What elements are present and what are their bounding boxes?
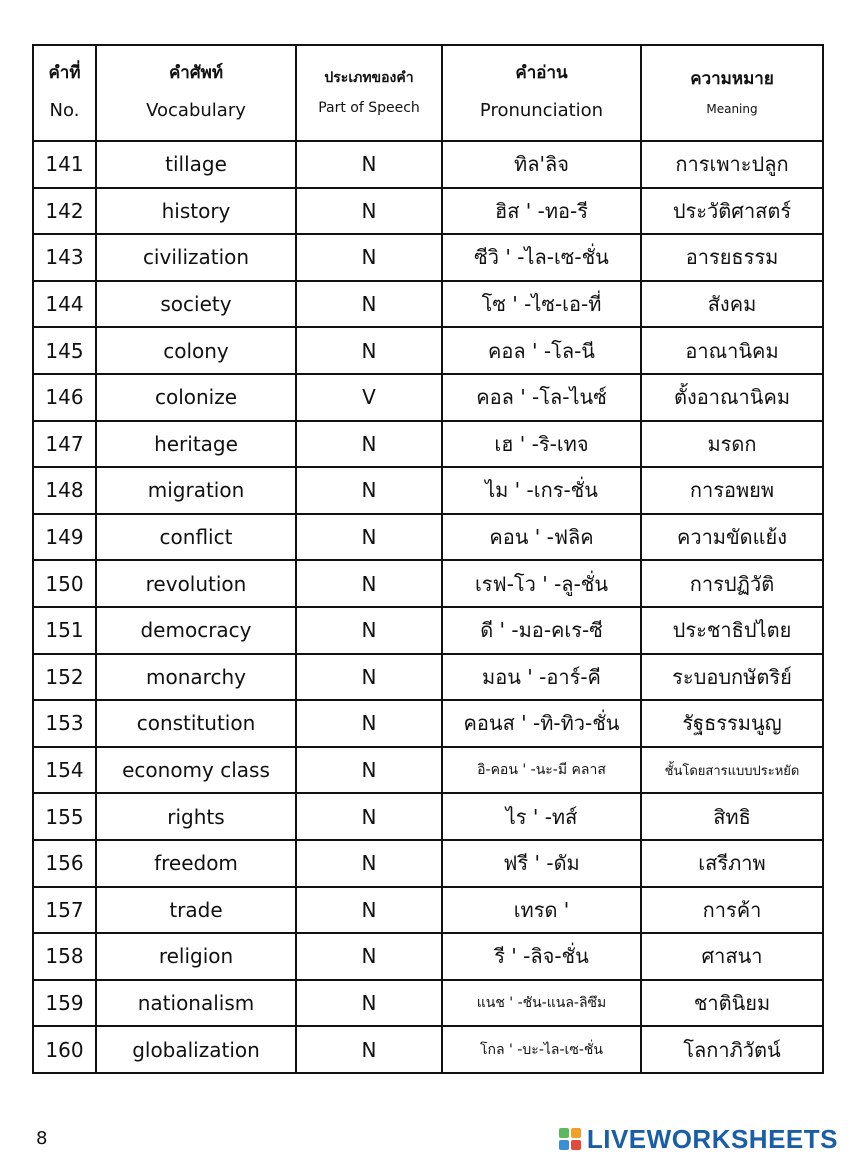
word-part-of-speech: N bbox=[296, 188, 442, 235]
word-number: 158 bbox=[33, 933, 96, 980]
icon-square-orange bbox=[571, 1128, 581, 1138]
icon-square-green bbox=[559, 1128, 569, 1138]
table-row bbox=[33, 840, 823, 887]
word-vocabulary: trade bbox=[96, 887, 296, 934]
word-vocabulary: civilization bbox=[96, 234, 296, 281]
word-pronunciation: คอล ' -โล-ไนซ์ bbox=[442, 374, 641, 421]
table-row bbox=[33, 1026, 823, 1073]
word-pronunciation: เรฟ-โว ' -ลู-ชั่น bbox=[442, 560, 641, 607]
word-meaning: ชาตินิยม bbox=[641, 980, 823, 1027]
table-row bbox=[33, 933, 823, 980]
word-part-of-speech: N bbox=[296, 607, 442, 654]
word-part-of-speech: N bbox=[296, 747, 442, 794]
word-pronunciation: คอน ' -ฟลิค bbox=[442, 514, 641, 561]
word-part-of-speech: N bbox=[296, 514, 442, 561]
word-pronunciation: ไม ' -เกร-ชั่น bbox=[442, 467, 641, 514]
word-part-of-speech: N bbox=[296, 793, 442, 840]
word-vocabulary: colony bbox=[96, 327, 296, 374]
word-pronunciation: โซ ' -ไซ-เอ-ที่ bbox=[442, 281, 641, 328]
word-vocabulary: conflict bbox=[96, 514, 296, 561]
page-number: 8 bbox=[36, 1128, 48, 1149]
liveworksheets-icon bbox=[559, 1128, 581, 1150]
word-pronunciation: โกล ' -บะ-ไล-เซ-ชั่น bbox=[442, 1026, 641, 1073]
word-pronunciation: คอล ' -โล-นี bbox=[442, 327, 641, 374]
word-vocabulary: society bbox=[96, 281, 296, 328]
header-meaning: ความหมาย Meaning bbox=[641, 45, 823, 141]
word-number: 149 bbox=[33, 514, 96, 561]
table-row bbox=[33, 887, 823, 934]
word-number: 156 bbox=[33, 840, 96, 887]
word-number: 142 bbox=[33, 188, 96, 235]
table-row bbox=[33, 980, 823, 1027]
word-vocabulary: tillage bbox=[96, 141, 296, 188]
header-vocabulary: คำศัพท์ Vocabulary bbox=[96, 45, 296, 141]
word-part-of-speech: N bbox=[296, 1026, 442, 1073]
word-number: 144 bbox=[33, 281, 96, 328]
word-meaning: ระบอบกษัตริย์ bbox=[641, 654, 823, 701]
table-row bbox=[33, 654, 823, 701]
word-number: 157 bbox=[33, 887, 96, 934]
table-row bbox=[33, 421, 823, 468]
word-meaning: สิทธิ bbox=[641, 793, 823, 840]
word-number: 145 bbox=[33, 327, 96, 374]
word-part-of-speech: V bbox=[296, 374, 442, 421]
table-row bbox=[33, 467, 823, 514]
word-part-of-speech: N bbox=[296, 887, 442, 934]
header-part-of-speech: ประเภทของคำ Part of Speech bbox=[296, 45, 442, 141]
word-pronunciation: ทิล'ลิจ bbox=[442, 141, 641, 188]
liveworksheets-logo bbox=[559, 1124, 838, 1154]
table-row bbox=[33, 607, 823, 654]
word-vocabulary: revolution bbox=[96, 560, 296, 607]
table-row bbox=[33, 793, 823, 840]
table-row bbox=[33, 374, 823, 421]
word-part-of-speech: N bbox=[296, 700, 442, 747]
brand-name: LIVEWORKSHEETS bbox=[586, 1123, 838, 1154]
word-pronunciation: ซีวิ ' -ไล-เซ-ชั่น bbox=[442, 234, 641, 281]
word-part-of-speech: N bbox=[296, 654, 442, 701]
word-pronunciation: ดี ' -มอ-คเร-ซี bbox=[442, 607, 641, 654]
word-pronunciation: รี ' -ลิจ-ชั่น bbox=[442, 933, 641, 980]
word-meaning: รัฐธรรมนูญ bbox=[641, 700, 823, 747]
header-pronunciation: คำอ่าน Pronunciation bbox=[442, 45, 641, 141]
table-header-row bbox=[33, 45, 823, 141]
table-row bbox=[33, 234, 823, 281]
word-meaning: โลกาภิวัตน์ bbox=[641, 1026, 823, 1073]
word-pronunciation: ไร ' -ทส์ bbox=[442, 793, 641, 840]
table-row bbox=[33, 281, 823, 328]
table-row bbox=[33, 514, 823, 561]
word-meaning: การเพาะปลูก bbox=[641, 141, 823, 188]
word-vocabulary: nationalism bbox=[96, 980, 296, 1027]
table-row bbox=[33, 141, 823, 188]
table-row bbox=[33, 747, 823, 794]
word-vocabulary: economy class bbox=[96, 747, 296, 794]
word-vocabulary: monarchy bbox=[96, 654, 296, 701]
word-number: 159 bbox=[33, 980, 96, 1027]
word-meaning: สังคม bbox=[641, 281, 823, 328]
word-number: 155 bbox=[33, 793, 96, 840]
word-meaning: ชั้นโดยสารแบบประหยัด bbox=[641, 747, 823, 794]
table-body bbox=[33, 141, 823, 1073]
vocabulary-table bbox=[32, 44, 824, 1074]
word-meaning: ประชาธิปไตย bbox=[641, 607, 823, 654]
word-pronunciation: คอนส ' -ทิ-ทิว-ชั่น bbox=[442, 700, 641, 747]
word-meaning: การค้า bbox=[641, 887, 823, 934]
word-part-of-speech: N bbox=[296, 421, 442, 468]
word-number: 147 bbox=[33, 421, 96, 468]
table-row bbox=[33, 560, 823, 607]
word-pronunciation: เฮ ' -ริ-เทจ bbox=[442, 421, 641, 468]
word-vocabulary: history bbox=[96, 188, 296, 235]
word-part-of-speech: N bbox=[296, 980, 442, 1027]
word-number: 143 bbox=[33, 234, 96, 281]
word-vocabulary: freedom bbox=[96, 840, 296, 887]
word-vocabulary: heritage bbox=[96, 421, 296, 468]
word-number: 152 bbox=[33, 654, 96, 701]
word-part-of-speech: N bbox=[296, 281, 442, 328]
word-meaning: การอพยพ bbox=[641, 467, 823, 514]
word-number: 146 bbox=[33, 374, 96, 421]
word-vocabulary: constitution bbox=[96, 700, 296, 747]
word-number: 154 bbox=[33, 747, 96, 794]
word-meaning: เสรีภาพ bbox=[641, 840, 823, 887]
word-part-of-speech: N bbox=[296, 327, 442, 374]
word-pronunciation: มอน ' -อาร์-คี bbox=[442, 654, 641, 701]
word-vocabulary: colonize bbox=[96, 374, 296, 421]
word-number: 148 bbox=[33, 467, 96, 514]
word-meaning: ตั้งอาณานิคม bbox=[641, 374, 823, 421]
icon-square-blue bbox=[559, 1140, 569, 1150]
word-meaning: ความขัดแย้ง bbox=[641, 514, 823, 561]
word-number: 151 bbox=[33, 607, 96, 654]
word-part-of-speech: N bbox=[296, 467, 442, 514]
word-pronunciation: ฟรี ' -ดัม bbox=[442, 840, 641, 887]
header-no: คำที่ No. bbox=[33, 45, 96, 141]
word-part-of-speech: N bbox=[296, 234, 442, 281]
word-vocabulary: rights bbox=[96, 793, 296, 840]
word-vocabulary: globalization bbox=[96, 1026, 296, 1073]
word-pronunciation: ฮิส ' -ทอ-รี bbox=[442, 188, 641, 235]
icon-square-red bbox=[571, 1140, 581, 1150]
word-meaning: การปฏิวัติ bbox=[641, 560, 823, 607]
word-number: 150 bbox=[33, 560, 96, 607]
word-number: 153 bbox=[33, 700, 96, 747]
table-row bbox=[33, 188, 823, 235]
word-meaning: ประวัติศาสตร์ bbox=[641, 188, 823, 235]
word-part-of-speech: N bbox=[296, 840, 442, 887]
word-meaning: มรดก bbox=[641, 421, 823, 468]
word-number: 141 bbox=[33, 141, 96, 188]
word-pronunciation: เทรด ' bbox=[442, 887, 641, 934]
word-vocabulary: democracy bbox=[96, 607, 296, 654]
word-part-of-speech: N bbox=[296, 141, 442, 188]
word-number: 160 bbox=[33, 1026, 96, 1073]
word-part-of-speech: N bbox=[296, 560, 442, 607]
word-meaning: อาณานิคม bbox=[641, 327, 823, 374]
word-vocabulary: migration bbox=[96, 467, 296, 514]
table-row bbox=[33, 327, 823, 374]
word-meaning: อารยธรรม bbox=[641, 234, 823, 281]
word-pronunciation: แนช ' -ชัน-แนล-ลิซึม bbox=[442, 980, 641, 1027]
word-meaning: ศาสนา bbox=[641, 933, 823, 980]
word-part-of-speech: N bbox=[296, 933, 442, 980]
word-vocabulary: religion bbox=[96, 933, 296, 980]
table-row bbox=[33, 700, 823, 747]
word-pronunciation: อิ-คอน ' -นะ-มี คลาส bbox=[442, 747, 641, 794]
